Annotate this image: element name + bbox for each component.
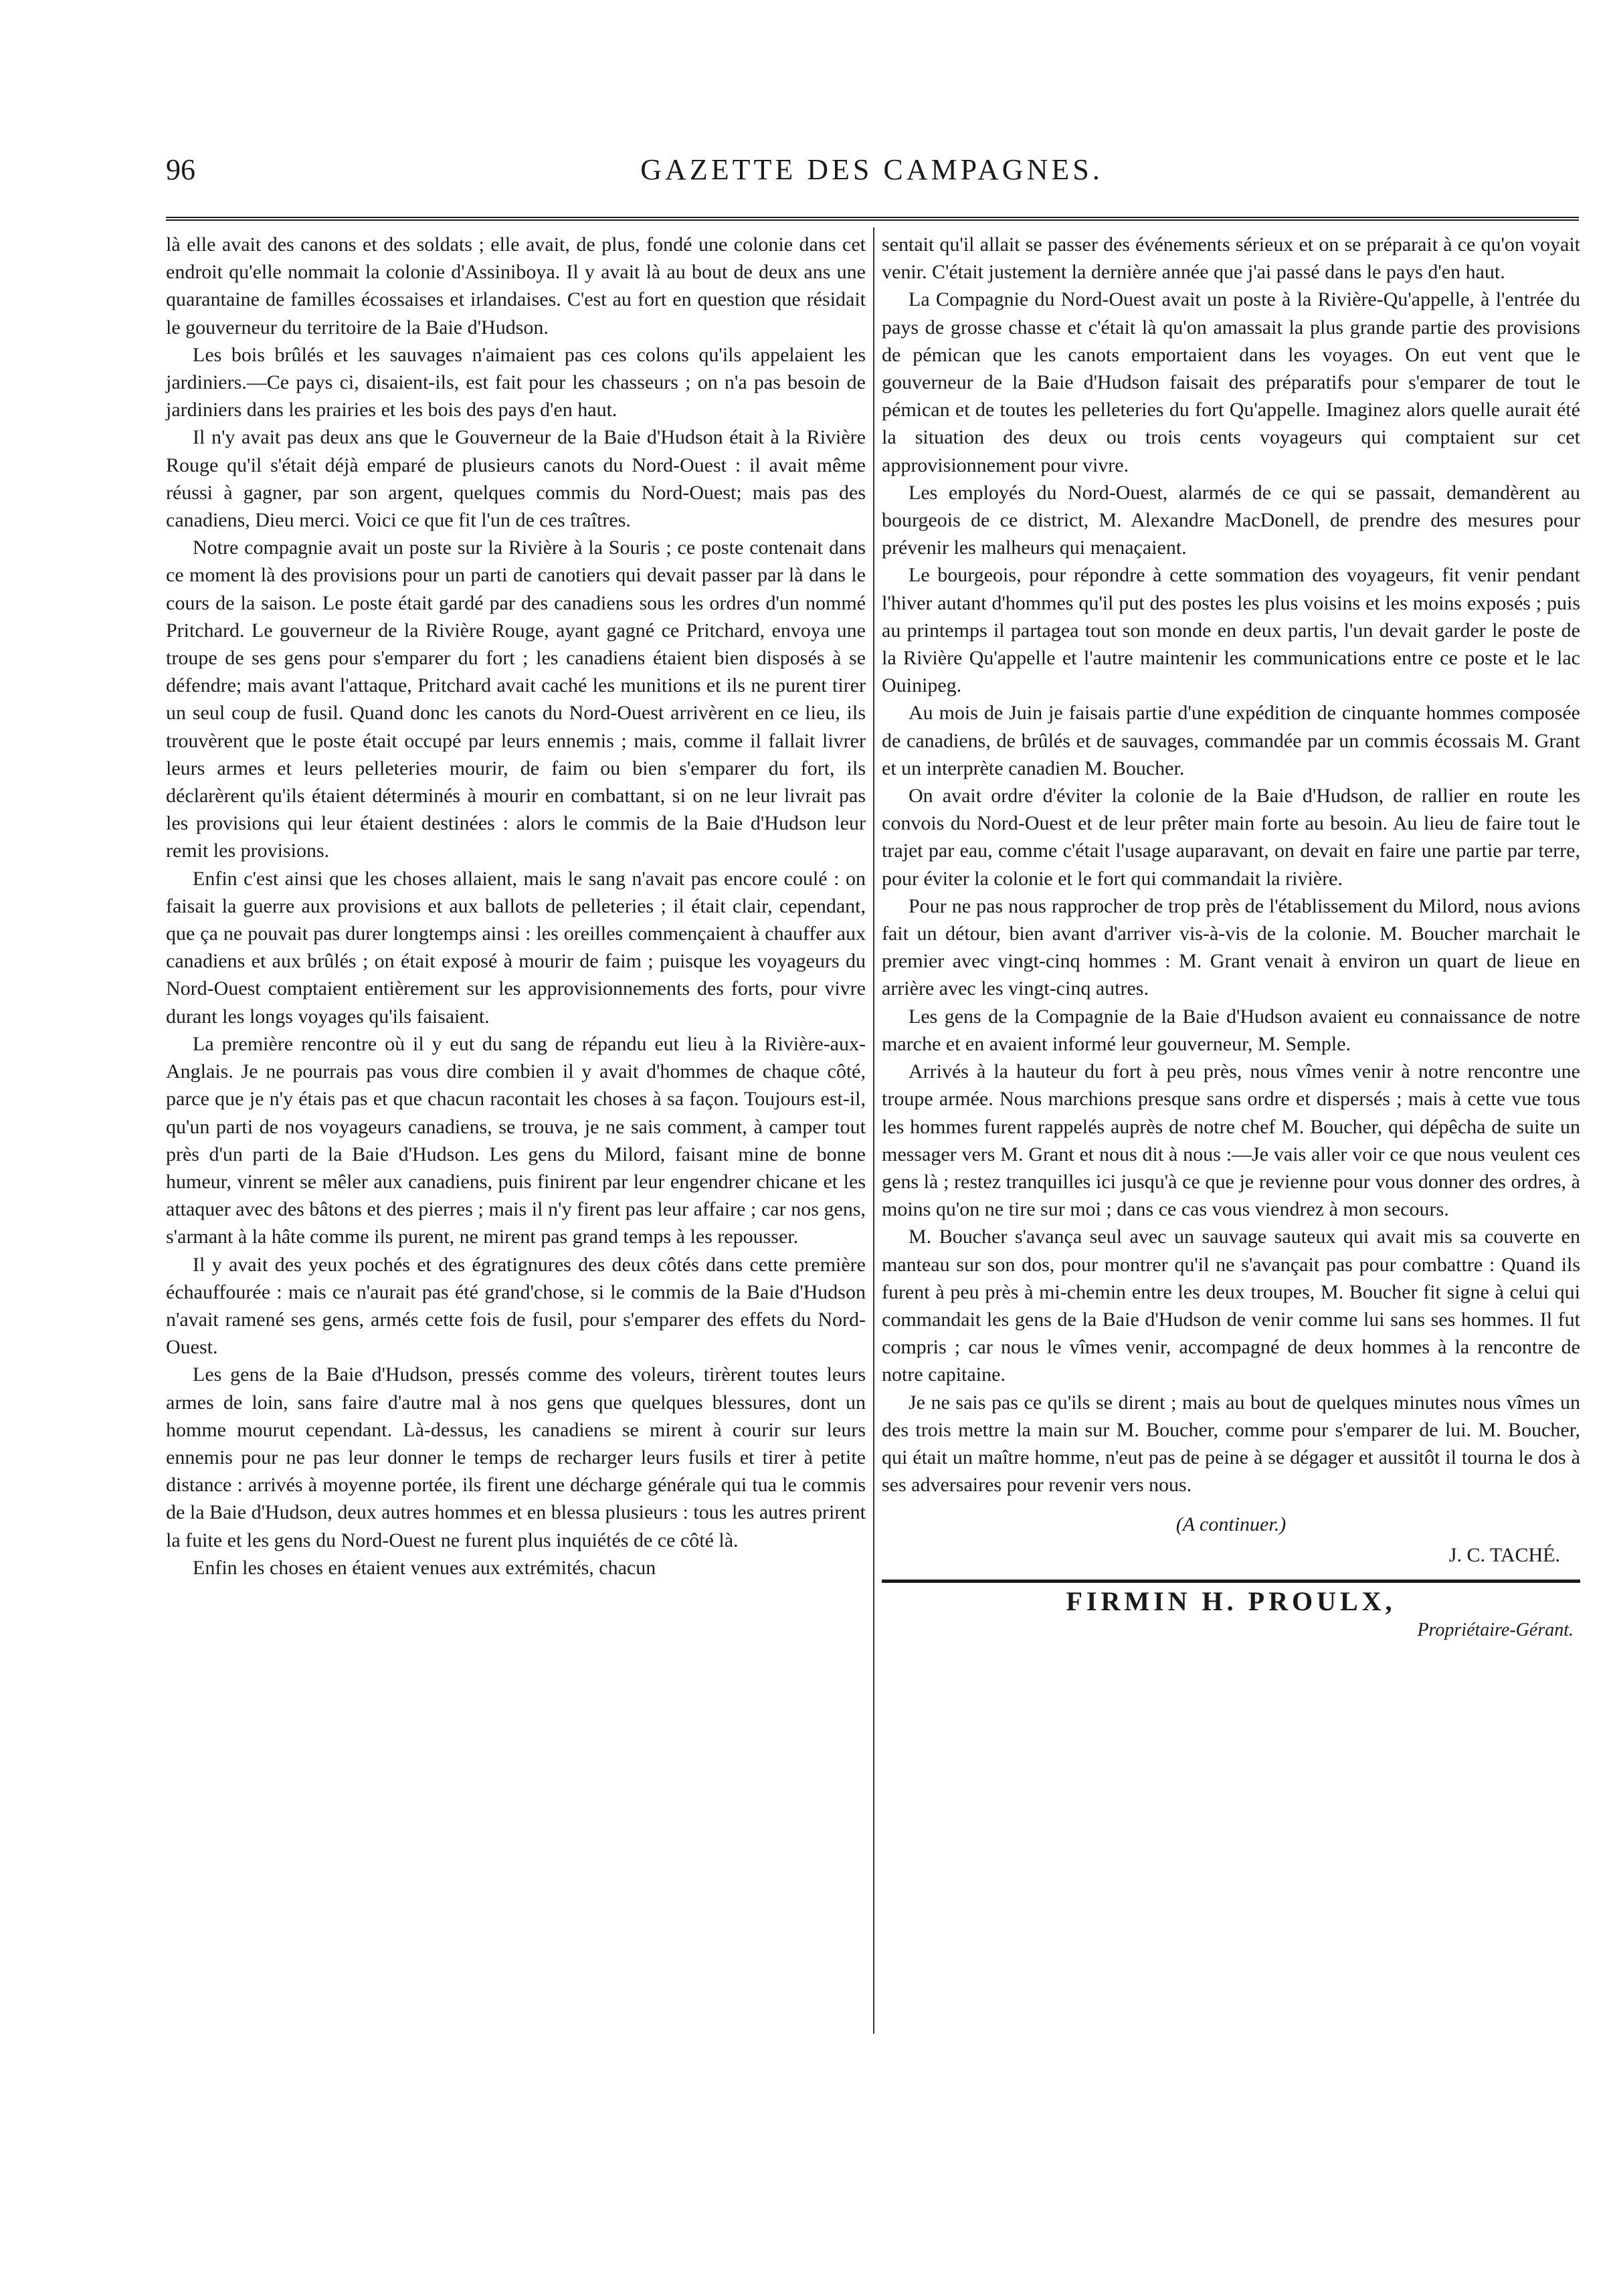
column-divider — [873, 227, 874, 2034]
publisher-name: FIRMIN H. PROULX, — [1066, 1586, 1396, 1616]
article-paragraph: là elle avait des canons et des soldats ; elle avait, de plus, fondé une colonie dans cet endroit qu'elle nommait la colonie d'Assiniboya. Il y avait là au bout de deux ans une quarantaine de familles écossaises et irlandaises. C'est au fort en question que résidait le gouverneur du territoire de la Baie d'Hudson. — [166, 233, 866, 339]
running-head — [166, 153, 1578, 193]
article-paragraph: Je ne sais pas ce qu'ils se dirent ; mais au bout de quelques minutes nous vîmes un des trois mettre la main sur M. Boucher, comme pour s'emparer de lui. M. Boucher, qui était un maître homme, n'eut pas de peine à se dégager et aussitôt il tourna le dos à ses adversaires pour revenir vers nous. — [882, 1391, 1580, 1497]
journal-title: GAZETTE DES CAMPAGNES. — [640, 153, 1103, 186]
publisher-role: Propriétaire-Gérant. — [1417, 1619, 1574, 1640]
header-rule — [166, 217, 1579, 221]
article-paragraph: On avait ordre d'éviter la colonie de la Baie d'Hudson, de rallier en route les convois du Nord-Ouest et de leur prêter main forte au besoin. Au lieu de faire tout le trajet par eau, comme c'était l'usage auparavant, on devait en faire une partie par terre, pour éviter la colonie et le fort qui commandait la rivière. — [882, 785, 1580, 890]
article-paragraph: Les gens de la Baie d'Hudson, pressés comme des voleurs, tirèrent toutes leurs armes de loin, sans faire d'autre mal à nos gens que quelques blessures, dont un homme mourut cependant. Là-dessus, les canadiens se mirent à courir sur leurs ennemis pour ne pas leur donner le temps de recharger leurs fusils et tirer à petite distance : arrivés à moyenne portée, ils firent une décharge générale qui tua le commis de la Baie d'Hudson, deux autres hommes et en blessa plusieurs : tous les autres prirent la fuite et les gens du Nord-Ouest ne furent plus inquiétés de ce côté là. — [166, 1363, 866, 1551]
article-paragraph: Le bourgeois, pour répondre à cette sommation des voyageurs, fit venir pendant l'hiver autant d'hommes qu'il put des postes les plus voisins et les moins exposés ; puis au printemps il partagea tout son monde en deux partis, l'un devait garder le poste de la Rivière Qu'appelle et l'autre maintenir les communications entre ce poste et le lac Ouinipeg. — [882, 564, 1580, 697]
article-paragraph: Enfin c'est ainsi que les choses allaient, mais le sang n'avait pas encore coulé : on faisait la guerre aux provisions et aux ballots de pelleteries ; il était clair, cependant, que ça ne pouvait pas durer longtemps ainsi : les oreilles commençaient à chauffer aux canadiens et aux brûlés ; on était exposé à mourir de faim ; puisque les voyageurs du Nord-Ouest comptaient entièrement sur les approvisionnements des forts, pour vivre durant les longs voyages qu'ils faisaient. — [166, 867, 866, 1028]
article-paragraph: Au mois de Juin je faisais partie d'une expédition de cinquante hommes composée de canadiens, de brûlés et de sauvages, commandée par un commis écossais M. Grant et un interprète canadien M. Boucher. — [882, 702, 1580, 779]
article-paragraph: La Compagnie du Nord-Ouest avait un poste à la Rivière-Qu'appelle, à l'entrée du pays de grosse chasse et c'était là qu'on amassait la plus grande partie des provisions de pémican que les canots emportaient dans les voyages. On eut vent que le gouverneur de la Baie d'Hudson faisait des préparatifs pour s'emparer de tout le pémican et de toutes les pelleteries du fort Qu'appelle. Imaginez alors quelle aurait été la situation des deux ou trois cents voyageurs qui comptaient sur cet approvisionnement pour vivre. — [882, 288, 1580, 476]
article-right-column — [882, 231, 1580, 1644]
article-paragraph: La première rencontre où il y eut du sang de répandu eut lieu à la Rivière-aux-Anglais. Je ne pourrais pas vous dire combien il y avait d'hommes de chaque côté, parce que je n'y étais pas et que chacun racontait les choses à sa façon. Toujours est-il, qu'un parti de nos voyageurs canadiens, se trouva, je ne sais comment, à camper tout près d'un parti de la Baie d'Hudson. Les gens du Milord, faisant mine de bonne humeur, vinrent se mêler aux canadiens, puis finirent par leur engendrer chicane et les attaquer avec des bâtons et des pierres ; mais il n'y firent pas leur affaire ; car nos gens, s'armant à la hâte comme ils purent, ne mirent pas grand temps à les repousser. — [166, 1032, 866, 1248]
page-number: 96 — [166, 153, 195, 186]
footer-rule — [882, 1580, 1580, 1583]
article-paragraph: Arrivés à la hauteur du fort à peu près, nous vîmes venir à notre rencontre une troupe armée. Nous marchions presque sans ordre et dispersés ; mais à cette vue tous les hommes furent rappelés auprès de notre chef M. Boucher, qui dépêcha de suite un messager vers M. Grant et nous dit à nous :—Je vais aller voir ce que nous veulent ces gens là ; restez tranquilles ici jusqu'à ce que je revienne pour vous donner des ordres, à moins qu'on ne tire sur moi ; dans ce cas vous viendrez à mon secours. — [882, 1060, 1580, 1221]
article-paragraph: Notre compagnie avait un poste sur la Rivière à la Souris ; ce poste contenait dans ce moment là des provisions pour un parti de canotiers qui devait passer par là dans le cours de la saison. Le poste était gardé par des canadiens sous les ordres d'un nommé Pritchard. Le gouverneur de la Rivière Rouge, ayant gagné ce Pritchard, envoya une troupe de ses gens pour s'emparer du fort ; les canadiens étaient bien disposés à se défendre; mais avant l'attaque, Pritchard avait caché les munitions et ils ne purent tirer un seul coup de fusil. Quand donc les canots du Nord-Ouest arrivèrent en ce lieu, ils trouvèrent que le poste était occupé par leurs ennemis ; mais, comme il fallait livrer leurs armes et leurs pelleteries mourir, de faim ou bien s'emparer du fort, ils déclarèrent qu'ils étaient déterminés à mourir en combattant, si on ne leur livrait pas les provisions qui leur étaient destinées : alors le commis de la Baie d'Hudson leur remit les provisions. — [166, 537, 866, 862]
article-paragraph: M. Boucher s'avança seul avec un sauvage sauteux qui avait mis sa couverte en manteau sur son dos, pour montrer qu'il ne s'avançait pas pour combattre : Quand ils furent à peu près à mi-chemin entre les deux troupes, M. Boucher fit signe à celui qui commandait les gens de la Baie d'Hudson de venir comme lui sans ses hommes. Il fut compris ; car nous le vîmes venir, accompagné de deux hommes à la rencontre de notre capitaine. — [882, 1226, 1580, 1386]
article-paragraph: sentait qu'il allait se passer des événements sérieux et on se préparait à ce qu'on voyait venir. C'était justement la dernière année que j'ai passé dans le pays d'en haut. — [882, 233, 1580, 284]
article-paragraph: Les bois brûlés et les sauvages n'aimaient pas ces colons qu'ils appelaient les jardiniers.—Ce pays ci, disaient-ils, est fait pour les chasseurs ; on n'a pas besoin de jardiniers dans les prairies et les bois des pays d'en haut. — [166, 343, 866, 421]
author-signature: J. C. TACHÉ. — [1448, 1543, 1560, 1566]
article-paragraph: Il y avait des yeux pochés et des égratignures des deux côtés dans cette première échauffourée : mais ce n'aurait pas été grand'chose, si le commis de la Baie d'Hudson n'avait ramené ses gens, armés cette fois de fusil, pour s'emparer des effets du Nord-Ouest. — [166, 1253, 866, 1359]
article-paragraph: Les gens de la Compagnie de la Baie d'Hudson avaient eu connaissance de notre marche et en avaient informé leur gouverneur, M. Semple. — [882, 1005, 1580, 1055]
article-left-column — [166, 231, 866, 1582]
continued-note: (A continuer.) — [1175, 1513, 1287, 1536]
article-paragraph: Enfin les choses en étaient venues aux extrémités, chacun — [193, 1556, 656, 1579]
article-paragraph: Pour ne pas nous rapprocher de trop près de l'établissement du Milord, nous avions fait un détour, bien avant d'arriver vis-à-vis de la colonie. M. Boucher marchait le premier avec vingt-cinq hommes : M. Grant venait à environ un quart de lieue en arrière avec les vingt-cinq autres. — [882, 894, 1580, 1000]
article-paragraph: Les employés du Nord-Ouest, alarmés de ce qui se passait, demandèrent au bourgeois de ce district, M. Alexandre MacDonell, de prendre des mesures pour prévenir les malheurs qui menaçaient. — [882, 481, 1580, 559]
article-paragraph: Il n'y avait pas deux ans que le Gouverneur de la Baie d'Hudson était à la Rivière Rouge qu'il s'était déjà emparé de plusieurs canots du Nord-Ouest : il avait même réussi à gagner, par son argent, quelques commis du Nord-Ouest; mais pas des canadiens, Dieu merci. Voici ce que fit l'un de ces traîtres. — [166, 426, 866, 532]
